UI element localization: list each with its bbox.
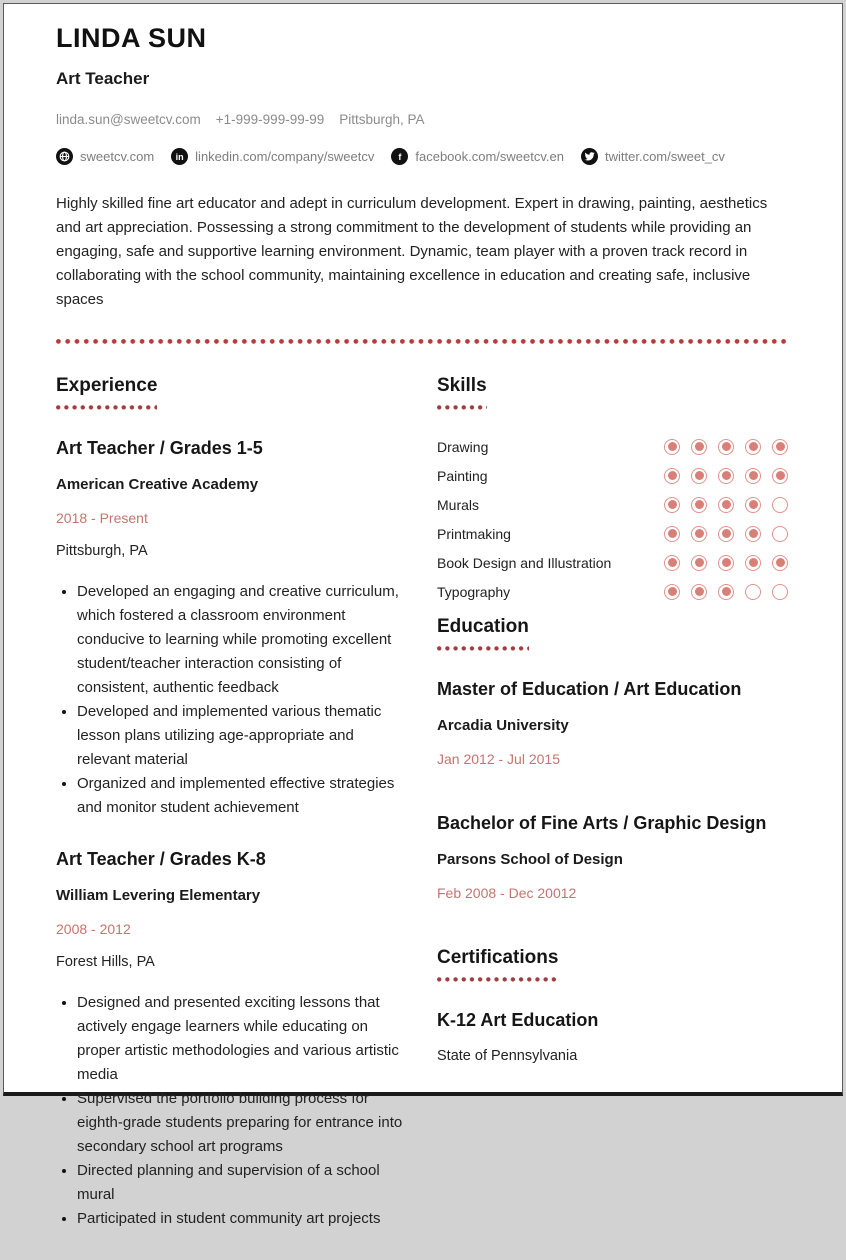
contact-location: Pittsburgh, PA: [339, 112, 425, 127]
degree-school: Parsons School of Design: [437, 851, 623, 868]
linkedin-icon: in: [171, 148, 188, 165]
skill-name: Murals: [437, 496, 480, 513]
skill-row: [437, 438, 788, 455]
skill-rating: [653, 439, 788, 455]
skill-rating-dot: [772, 497, 788, 513]
degree-entry: [437, 679, 788, 767]
education-section: [437, 616, 788, 901]
skill-rating-dot: [691, 497, 707, 513]
skill-rating-dot: [718, 555, 734, 571]
degree-title: Master of Education / Art Education: [437, 679, 742, 699]
skill-rating-dot: [718, 584, 734, 600]
skill-rating-dot: [691, 584, 707, 600]
social-link-linkedin[interactable]: [171, 148, 374, 165]
job-dates: 2018 - Present: [56, 510, 148, 526]
heading-dots: [437, 405, 487, 410]
job-location: Forest Hills, PA: [56, 954, 155, 970]
contact-email: linda.sun@sweetcv.com: [56, 112, 201, 127]
contact-phone: +1-999-999-99-99: [215, 112, 325, 127]
job-location: Pittsburgh, PA: [56, 543, 148, 559]
certifications-heading: [437, 947, 558, 982]
experience-heading: [56, 375, 157, 410]
section-title: Skills: [437, 375, 487, 396]
certification-entry: [437, 1010, 788, 1064]
skill-name: Printmaking: [437, 525, 511, 542]
skill-rating-dot: [745, 468, 761, 484]
skill-rating-dot: [664, 526, 680, 542]
twitter-icon: [581, 148, 598, 165]
skills-heading: [437, 375, 487, 410]
social-link-label: facebook.com/sweetcv.en: [415, 149, 564, 164]
skill-rating-dot: [664, 439, 680, 455]
skill-rating-dot: [664, 555, 680, 571]
skill-rating: [653, 526, 788, 542]
summary-text: Highly skilled fine art educator and adept in curriculum development. Expert in drawing, painting, aesthetics and art appreciation. Possessing a strong commitment to the development of students while providing an engaging, safe and supportive learning environment. Dynamic, team player with a proven track record in collaborating with the school community, maintaining excellence in education and creating safe, inclusive spaces: [56, 195, 768, 308]
job-bullet: • Developed and implemented various thematic lesson plans utilizing age-appropriate and relevant material: [77, 700, 407, 772]
skill-rating-dot: [691, 439, 707, 455]
skill-rating-dot: [745, 497, 761, 513]
degree-school: Arcadia University: [437, 717, 569, 734]
skill-rating-dot: [691, 555, 707, 571]
skill-rating-dot: [772, 555, 788, 571]
skill-rating: [653, 555, 788, 571]
experience-section: [56, 375, 407, 1260]
skill-rating: [653, 497, 788, 513]
job-entry: [56, 438, 407, 820]
job-company: William Levering Elementary: [56, 887, 261, 904]
heading-dots: [437, 646, 529, 651]
right-column: [437, 375, 788, 1260]
skill-rating-dot: [664, 468, 680, 484]
job-bullet-list: [56, 580, 407, 820]
resume-name: LINDA SUN: [56, 23, 207, 53]
skill-rating-dot: [745, 555, 761, 571]
section-title: Education: [437, 616, 529, 637]
section-title: Experience: [56, 375, 158, 396]
skill-name: Painting: [437, 467, 488, 484]
skill-rating-dot: [772, 468, 788, 484]
skill-name: Book Design and Illustration: [437, 554, 612, 571]
social-link-facebook[interactable]: [391, 148, 564, 165]
skill-rating-dot: [718, 497, 734, 513]
job-company: American Creative Academy: [56, 476, 259, 493]
job-bullet: • Supervised the portfolio building process for eighth-grade students preparing for entrance into secondary school art programs: [77, 1087, 407, 1159]
skill-rating-dot: [691, 468, 707, 484]
heading-dots: [56, 405, 157, 410]
skill-row: [437, 467, 788, 484]
skill-rating-dot: [691, 526, 707, 542]
skill-rating-dot: [745, 439, 761, 455]
contact-row: [56, 112, 788, 127]
skill-rating: [653, 584, 788, 600]
resume-job-title: Art Teacher: [56, 69, 150, 88]
skill-rating-dot: [745, 584, 761, 600]
skill-row: [437, 496, 788, 513]
social-link-twitter[interactable]: [581, 148, 725, 165]
dotted-divider: [56, 339, 788, 344]
social-row: [56, 148, 788, 165]
skill-rating-dot: [664, 497, 680, 513]
job-dates: 2008 - 2012: [56, 921, 131, 937]
degree-dates: Feb 2008 - Dec 20012: [437, 885, 577, 901]
degree-title: Bachelor of Fine Arts / Graphic Design: [437, 813, 767, 833]
skill-rating-dot: [664, 584, 680, 600]
job-bullet: • Directed planning and supervision of a school mural: [77, 1159, 407, 1207]
social-link-label: linkedin.com/company/sweetcv: [195, 149, 375, 164]
resume-page: [3, 3, 843, 1227]
job-title: Art Teacher / Grades 1-5: [56, 438, 263, 458]
skill-rating: [653, 468, 788, 484]
job-title: Art Teacher / Grades K-8: [56, 849, 266, 869]
job-bullet: • Designed and presented exciting lessons that actively engage learners while educating on proper artistic methodologies and various artistic media: [77, 991, 407, 1087]
skill-name: Drawing: [437, 438, 489, 455]
skill-rating-dot: [718, 526, 734, 542]
section-title: Certifications: [437, 947, 559, 968]
certification-issuer: State of Pennsylvania: [437, 1048, 578, 1064]
skill-row: [437, 554, 788, 571]
job-bullet: • Participated in student community art projects: [77, 1207, 407, 1231]
certifications-section: [437, 947, 788, 1064]
skill-rating-dot: [772, 584, 788, 600]
skills-section: [437, 375, 788, 600]
skill-rating-dot: [745, 526, 761, 542]
job-bullet: • Developed an engaging and creative curriculum, which fostered a classroom environment conducive to learning while promoting excellent student/teacher interaction consisting of consistent, authentic feedback: [77, 580, 407, 700]
social-link-website[interactable]: [56, 148, 154, 165]
social-link-label: sweetcv.com: [80, 149, 155, 164]
skills-list: [437, 438, 788, 600]
skill-rating-dot: [718, 468, 734, 484]
job-bullet: • Organized and implemented effective strategies and monitor student achievement: [77, 772, 407, 820]
degree-entry: [437, 813, 788, 901]
skill-rating-dot: [772, 526, 788, 542]
job-bullet-list: [56, 991, 407, 1231]
skill-rating-dot: [772, 439, 788, 455]
globe-icon: [56, 148, 73, 165]
skill-row: [437, 583, 788, 600]
skill-rating-dot: [718, 439, 734, 455]
job-entry: [56, 849, 407, 1231]
skill-name: Typography: [437, 583, 511, 600]
certification-name: K-12 Art Education: [437, 1010, 599, 1030]
social-link-label: twitter.com/sweet_cv: [605, 149, 725, 164]
degree-dates: Jan 2012 - Jul 2015: [437, 751, 560, 767]
resume-header: [56, 23, 788, 312]
facebook-icon: f: [391, 148, 408, 165]
heading-dots: [437, 977, 558, 982]
skill-row: [437, 525, 788, 542]
education-heading: [437, 616, 529, 651]
resume-columns: [56, 375, 788, 1260]
